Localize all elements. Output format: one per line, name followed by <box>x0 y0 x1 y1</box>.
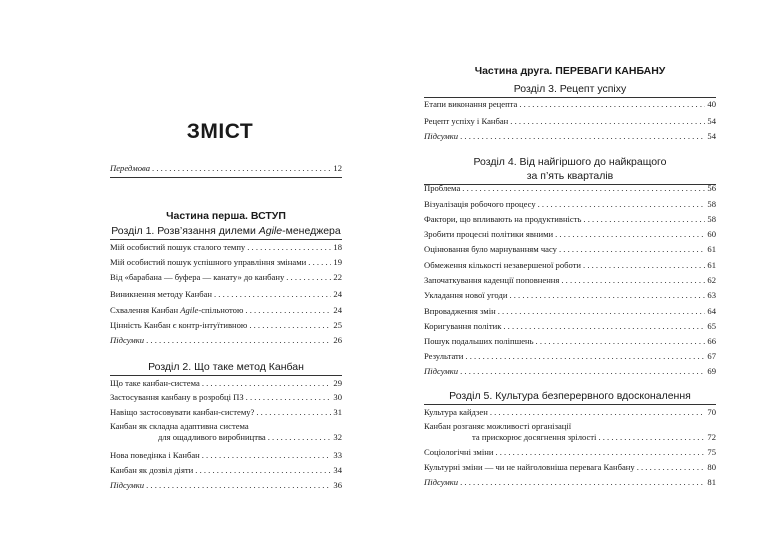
toc-entry[interactable]: Проблема . . . 56 <box>424 183 716 194</box>
toc-entry[interactable]: Підсумки . . . 26 <box>110 335 342 346</box>
toc-entry[interactable]: Рецепт успіху і Канбан . . . 54 <box>424 116 716 127</box>
toc-entry[interactable]: Мій особистий пошук успішного управління змінами . . . 19 <box>110 257 342 268</box>
toc-entry[interactable]: Нова поведінка і Канбан . . . 33 <box>110 450 342 461</box>
toc-entry[interactable]: Підсумки . . . 36 <box>110 480 342 491</box>
toc-entry[interactable]: Схвалення Канбан Agile-спільнотою . . . 24 <box>110 305 342 316</box>
toc-entry[interactable]: Культура кайдзен . . . 70 <box>424 407 716 418</box>
toc-entry[interactable]: Етапи виконання рецепта . . . 40 <box>424 99 716 110</box>
divider <box>110 239 342 240</box>
toc-entry[interactable]: Впровадження змін . . . 64 <box>424 306 716 317</box>
toc-entry[interactable]: Застосування канбану в розробці ПЗ . . . 30 <box>110 392 342 403</box>
toc-entry[interactable]: Коригування політик . . . 65 <box>424 321 716 332</box>
toc-entry[interactable]: Навіщо застосовувати канбан-систему? . . . 31 <box>110 407 342 418</box>
toc-entry[interactable]: Соціологічні зміни . . . 75 <box>424 447 716 458</box>
section-title: Розділ 2. Що таке метод Канбан <box>148 361 304 373</box>
toc-entry[interactable]: Підсумки . . . 81 <box>424 477 716 488</box>
section-title: Розділ 5. Культура безперервного вдосконалення <box>449 390 691 402</box>
toc-entry[interactable]: Від «барабана — буфера — канату» до канбану . . . 22 <box>110 272 342 283</box>
toc-entry[interactable]: Започаткування каденції поповнення . . . 62 <box>424 275 716 286</box>
toc-entry[interactable]: Обмеження кількості незавершеної роботи . . . 61 <box>424 260 716 271</box>
entry-page: 12 <box>333 163 342 173</box>
entry-title: Передмова <box>110 163 151 173</box>
toc-entry[interactable]: Підсумки . . . 54 <box>424 131 716 142</box>
toc-entry[interactable]: Підсумки . . . 69 <box>424 366 716 377</box>
toc-entry[interactable]: Укладання нової угоди . . . 63 <box>424 290 716 301</box>
toc-entry[interactable]: Що таке канбан-система . . . 29 <box>110 378 342 389</box>
toc-entry-preface[interactable] <box>110 163 342 174</box>
section-title: Розділ 4. Від найгіршого до найкращого за п’ять кварталів <box>473 156 667 182</box>
divider <box>424 97 716 98</box>
toc-entry[interactable]: Канбан як дозвіл діяти . . . 34 <box>110 465 342 476</box>
toc-entry[interactable]: Фактори, що впливають на продуктивність . . . 58 <box>424 214 716 225</box>
toc-entry[interactable]: Результати . . . 67 <box>424 351 716 362</box>
toc-entry[interactable]: Цінність Канбан є контр-інтуїтивною . . . 25 <box>110 320 342 331</box>
section-title: Розділ 1. Розв’язання дилеми Agile-менеджера <box>111 225 341 237</box>
divider <box>110 177 342 178</box>
toc-entry[interactable]: Культурні зміни — чи не найголовніша перевага Канбану . . . 80 <box>424 462 716 473</box>
toc-entry[interactable]: Оцінювання було марнуванням часу . . . 61 <box>424 244 716 255</box>
part-title: Частина друга. ПЕРЕВАГИ КАНБАНУ <box>474 65 666 77</box>
toc-entry[interactable]: Виникнення методу Канбан . . . 24 <box>110 289 342 300</box>
toc-entry[interactable]: Канбан як складна адаптивна система для ощадливого виробництва . . . 32 <box>110 421 342 445</box>
toc-entry[interactable]: Візуалізація робочого процесу . . . 58 <box>424 199 716 210</box>
divider <box>424 404 716 405</box>
section-title: Розділ 3. Рецепт успіху <box>513 83 627 95</box>
toc-title: ЗМІСТ <box>186 120 254 143</box>
toc-entry[interactable]: Пошук подальших поліпшень . . . 66 <box>424 336 716 347</box>
toc-entry[interactable]: Канбан розганяє можливості організації та прискорює досягнення зрілості . . . 72 <box>424 421 716 445</box>
divider <box>110 375 342 376</box>
toc-entry[interactable]: Зробити процесні політики явними . . . 60 <box>424 229 716 240</box>
part-title: Частина перша. ВСТУП <box>166 210 286 222</box>
toc-entry[interactable]: Мій особистий пошук сталого темпу . . . 18 <box>110 242 342 253</box>
